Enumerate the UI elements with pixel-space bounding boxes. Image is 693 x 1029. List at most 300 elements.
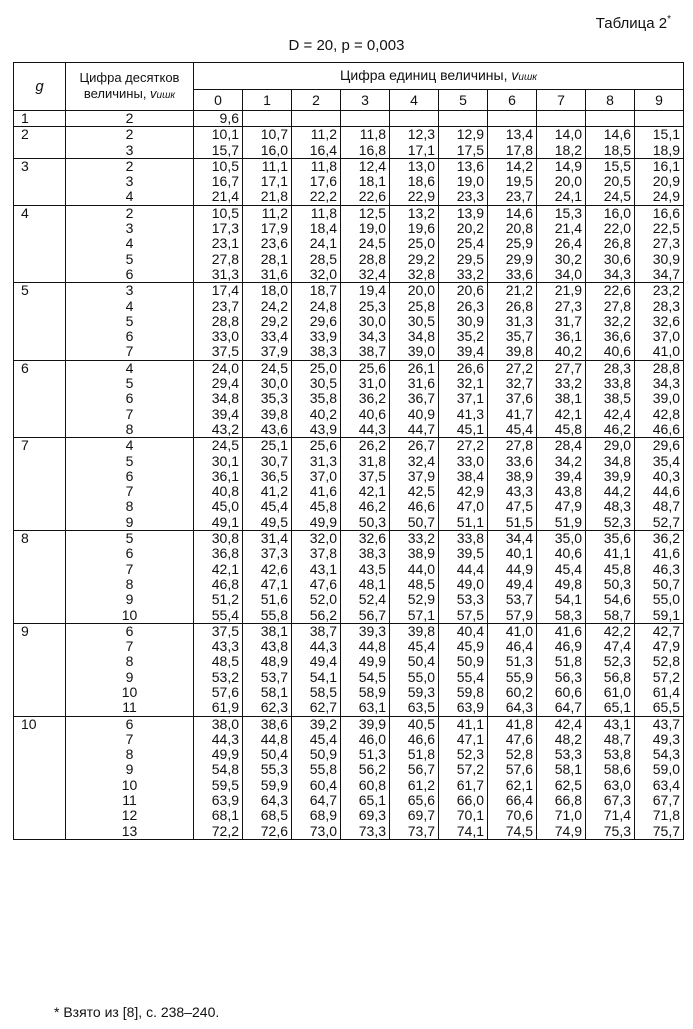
tens-digit-value: 6 <box>125 715 134 732</box>
value: 11,2 <box>310 126 337 143</box>
value: 54,1 <box>554 591 582 608</box>
value: 73,3 <box>358 822 386 839</box>
value: 33,6 <box>505 452 533 469</box>
value: 35,0 <box>554 530 582 547</box>
value: 75,3 <box>603 822 631 839</box>
tens-digit-value: 8 <box>125 420 134 437</box>
value: 31,3 <box>505 312 533 329</box>
value: 46,2 <box>603 420 631 437</box>
value: 41,1 <box>603 545 631 562</box>
tens-digit-value: 4 <box>125 359 134 376</box>
value: 29,6 <box>652 437 680 454</box>
tens-digit-value: 10 <box>121 606 138 623</box>
value-column-cell <box>341 158 390 205</box>
value: 37,1 <box>456 390 484 407</box>
value: 71,4 <box>603 807 631 824</box>
header-digit-8: 8 <box>586 90 635 111</box>
value: 58,6 <box>603 761 631 778</box>
value: 40,4 <box>456 622 484 639</box>
value: 43,3 <box>211 638 239 655</box>
value: 34,2 <box>554 452 582 469</box>
value: 26,7 <box>407 437 435 454</box>
value: 64,3 <box>260 792 288 809</box>
value: 51,5 <box>505 513 533 530</box>
table-row <box>14 283 684 360</box>
value: 25,9 <box>505 235 533 252</box>
value: 45,4 <box>309 730 337 747</box>
value: 59,1 <box>652 606 680 623</box>
value-column-cell <box>243 158 292 205</box>
value: 66,0 <box>456 792 484 809</box>
value: 17,1 <box>260 173 288 190</box>
value: 62,1 <box>505 776 533 793</box>
value: 45,4 <box>554 560 582 577</box>
value-column-cell <box>439 623 488 716</box>
value: 18,9 <box>652 141 680 158</box>
value: 31,6 <box>407 375 435 392</box>
value: 42,8 <box>652 405 680 422</box>
value: 39,8 <box>505 343 533 360</box>
value: 11,2 <box>261 204 288 221</box>
value: 52,8 <box>652 653 680 670</box>
value-column-cell <box>194 283 243 360</box>
value: 38,9 <box>505 467 533 484</box>
value: 63,5 <box>407 699 435 716</box>
value: 18,0 <box>260 282 288 299</box>
value: 37,5 <box>211 622 239 639</box>
value-column-cell <box>390 111 439 127</box>
value: 49,9 <box>358 653 386 670</box>
value: 21,4 <box>554 220 582 237</box>
value: 24,8 <box>309 297 337 314</box>
value: 21,8 <box>260 188 288 205</box>
group-g-cell: 2 <box>14 127 66 159</box>
value: 36,7 <box>407 390 435 407</box>
value: 63,4 <box>652 776 680 793</box>
tens-digit-value: 2 <box>125 126 134 143</box>
value-column-cell <box>390 283 439 360</box>
tens-digit-value: 2 <box>125 110 134 126</box>
value: 32,0 <box>309 530 337 547</box>
value: 54,5 <box>358 668 386 685</box>
table-row <box>14 531 684 624</box>
value: 68,9 <box>309 807 337 824</box>
value: 22,5 <box>652 220 680 237</box>
value: 42,4 <box>554 715 582 732</box>
value-column-cell <box>635 111 684 127</box>
tens-digit-value: 4 <box>125 297 134 314</box>
value: 14,6 <box>603 126 631 143</box>
value: 13,6 <box>456 157 484 174</box>
tens-digit-value: 10 <box>121 776 138 793</box>
value: 36,6 <box>603 328 631 345</box>
value: 40,2 <box>554 343 582 360</box>
group-g-cell: 1 <box>14 111 66 127</box>
value: 58,9 <box>358 683 386 700</box>
value: 55,9 <box>505 668 533 685</box>
header-digit-9: 9 <box>635 90 684 111</box>
value-column-cell <box>292 127 341 159</box>
value: 64,3 <box>505 699 533 716</box>
value <box>586 111 631 126</box>
value: 44,7 <box>407 420 435 437</box>
value: 51,9 <box>554 513 582 530</box>
group-g-cell: 10 <box>14 716 66 839</box>
value: 26,2 <box>358 437 386 454</box>
value: 61,4 <box>652 683 680 700</box>
value: 9,6 <box>219 110 239 126</box>
value: 14,9 <box>554 157 582 174</box>
value: 21,4 <box>211 188 239 205</box>
value: 67,7 <box>652 792 680 809</box>
value: 37,5 <box>211 343 239 360</box>
table-body <box>14 111 684 840</box>
value: 22,0 <box>603 220 631 237</box>
value-column-cell <box>390 205 439 282</box>
value-column-cell <box>439 158 488 205</box>
value: 19,5 <box>505 173 533 190</box>
value-column-cell <box>635 438 684 531</box>
tens-digit-value: 4 <box>125 188 134 205</box>
value: 35,3 <box>260 390 288 407</box>
value: 29,2 <box>260 312 288 329</box>
value: 15,1 <box>652 126 680 143</box>
value: 32,1 <box>456 375 484 392</box>
header-units-var: v <box>511 66 519 83</box>
value: 31,3 <box>211 265 239 282</box>
value: 10,5 <box>211 204 239 221</box>
value: 58,1 <box>260 683 288 700</box>
value-column-cell <box>586 716 635 839</box>
value-column-cell <box>586 360 635 437</box>
value: 41,6 <box>652 545 680 562</box>
value: 40,5 <box>407 715 435 732</box>
value: 65,1 <box>358 792 386 809</box>
value: 32,2 <box>603 312 631 329</box>
value: 11,8 <box>310 157 337 174</box>
value: 44,9 <box>505 560 533 577</box>
tens-digit-cell <box>66 283 194 360</box>
value: 29,6 <box>309 312 337 329</box>
value: 23,7 <box>505 188 533 205</box>
value: 51,3 <box>505 653 533 670</box>
value-column-cell <box>537 438 586 531</box>
value: 26,3 <box>456 297 484 314</box>
value: 18,4 <box>309 220 337 237</box>
value: 63,9 <box>456 699 484 716</box>
value: 52,3 <box>603 653 631 670</box>
value: 32,0 <box>309 265 337 282</box>
data-table-container <box>13 62 682 840</box>
value: 23,2 <box>652 282 680 299</box>
value: 18,7 <box>309 282 337 299</box>
value-column-cell <box>292 205 341 282</box>
value: 41,8 <box>505 715 533 732</box>
value: 30,5 <box>309 375 337 392</box>
value-column-cell <box>390 158 439 205</box>
value-column-cell <box>194 127 243 159</box>
value: 51,2 <box>211 591 239 608</box>
value: 46,6 <box>407 730 435 747</box>
value: 13,0 <box>407 157 435 174</box>
value-column-cell <box>390 360 439 437</box>
value: 42,5 <box>407 483 435 500</box>
table-row <box>14 111 684 127</box>
value: 16,0 <box>260 141 288 158</box>
value-column-cell <box>292 531 341 624</box>
tens-digit-value: 3 <box>125 282 134 299</box>
value: 55,4 <box>456 668 484 685</box>
value: 38,3 <box>358 545 386 562</box>
value: 25,6 <box>309 437 337 454</box>
value: 33,0 <box>456 452 484 469</box>
value-column-cell <box>341 283 390 360</box>
value-column-cell <box>341 205 390 282</box>
value: 12,5 <box>358 204 386 221</box>
value <box>635 111 680 126</box>
value: 42,2 <box>603 622 631 639</box>
value-column-cell <box>292 111 341 127</box>
value: 44,2 <box>603 483 631 500</box>
value: 55,8 <box>260 606 288 623</box>
value: 25,8 <box>407 297 435 314</box>
value: 43,6 <box>260 420 288 437</box>
tens-digit-value: 6 <box>125 328 134 345</box>
value-column-cell <box>243 127 292 159</box>
value: 18,2 <box>554 141 582 158</box>
value: 48,1 <box>358 575 386 592</box>
value-column-cell <box>390 531 439 624</box>
value: 46,3 <box>652 560 680 577</box>
value: 56,7 <box>407 761 435 778</box>
value: 46,4 <box>505 638 533 655</box>
value: 22,2 <box>309 188 337 205</box>
value: 29,0 <box>603 437 631 454</box>
table-caption: Таблица 2* <box>595 14 671 32</box>
value-column-cell <box>586 623 635 716</box>
value: 27,8 <box>211 250 239 267</box>
value: 49,4 <box>505 575 533 592</box>
value: 49,9 <box>211 746 239 763</box>
value: 26,4 <box>554 235 582 252</box>
value: 69,3 <box>358 807 386 824</box>
value: 31,7 <box>554 312 582 329</box>
value: 37,8 <box>309 545 337 562</box>
header-digit-1: 1 <box>243 90 292 111</box>
value: 29,9 <box>505 250 533 267</box>
value: 19,6 <box>407 220 435 237</box>
value: 48,2 <box>554 730 582 747</box>
group-g-cell: 6 <box>14 360 66 437</box>
value <box>439 111 484 126</box>
value: 24,2 <box>260 297 288 314</box>
value: 23,3 <box>456 188 484 205</box>
value: 38,4 <box>456 467 484 484</box>
header-g: g <box>14 63 66 111</box>
value: 51,6 <box>260 591 288 608</box>
value-column-cell <box>439 360 488 437</box>
value: 19,4 <box>358 282 386 299</box>
header-units-sub: ишк <box>518 71 537 83</box>
value <box>390 111 435 126</box>
value: 43,7 <box>652 715 680 732</box>
value: 17,5 <box>456 141 484 158</box>
value: 56,7 <box>358 606 386 623</box>
value: 60,4 <box>309 776 337 793</box>
tens-digit-value: 5 <box>125 312 134 329</box>
value: 55,8 <box>309 761 337 778</box>
value: 34,7 <box>652 265 680 282</box>
value: 57,6 <box>211 683 239 700</box>
value-column-cell <box>341 438 390 531</box>
value: 43,8 <box>260 638 288 655</box>
value: 16,8 <box>358 141 386 158</box>
value: 44,8 <box>358 638 386 655</box>
tens-digit-cell <box>66 360 194 437</box>
value: 66,8 <box>554 792 582 809</box>
value: 50,9 <box>456 653 484 670</box>
value: 47,5 <box>505 498 533 515</box>
value: 24,5 <box>260 359 288 376</box>
tens-digit-cell <box>66 716 194 839</box>
value: 58,3 <box>554 606 582 623</box>
value: 48,3 <box>603 498 631 515</box>
table-row <box>14 360 684 437</box>
value-column-cell <box>635 623 684 716</box>
value-column-cell <box>194 531 243 624</box>
value: 54,6 <box>603 591 631 608</box>
tens-digit-value: 12 <box>121 807 138 824</box>
tens-digit-value: 7 <box>125 343 134 360</box>
value-column-cell <box>537 360 586 437</box>
value-column-cell <box>243 360 292 437</box>
value-column-cell <box>194 623 243 716</box>
value-column-cell <box>341 111 390 127</box>
value: 11,8 <box>359 126 386 143</box>
value: 34,8 <box>603 452 631 469</box>
value: 28,8 <box>211 312 239 329</box>
value: 28,8 <box>358 250 386 267</box>
value-column-cell <box>341 360 390 437</box>
value-column-cell <box>635 158 684 205</box>
value: 26,1 <box>407 359 435 376</box>
value: 39,9 <box>603 467 631 484</box>
value-column-cell <box>341 531 390 624</box>
value: 30,0 <box>260 375 288 392</box>
value: 34,3 <box>652 375 680 392</box>
value: 72,6 <box>260 822 288 839</box>
value-column-cell <box>586 158 635 205</box>
value: 39,4 <box>554 467 582 484</box>
value: 44,6 <box>652 483 680 500</box>
value: 34,8 <box>211 390 239 407</box>
value: 38,7 <box>358 343 386 360</box>
value: 35,7 <box>505 328 533 345</box>
value: 40,1 <box>505 545 533 562</box>
value: 40,8 <box>211 483 239 500</box>
value <box>341 111 386 126</box>
header-tens-sub: ишк <box>156 89 176 101</box>
value: 30,9 <box>652 250 680 267</box>
value: 38,7 <box>309 622 337 639</box>
table-row <box>14 623 684 716</box>
value-column-cell <box>488 111 537 127</box>
table-row <box>14 716 684 839</box>
value-column-cell <box>635 360 684 437</box>
value: 59,5 <box>211 776 239 793</box>
value: 28,5 <box>309 250 337 267</box>
value-column-cell <box>439 205 488 282</box>
value: 41,3 <box>456 405 484 422</box>
value-column-cell <box>243 623 292 716</box>
tens-digit-cell <box>66 438 194 531</box>
value-column-cell <box>635 531 684 624</box>
value: 14,2 <box>505 157 533 174</box>
value: 28,4 <box>554 437 582 454</box>
value: 57,1 <box>407 606 435 623</box>
value: 39,4 <box>456 343 484 360</box>
value: 29,5 <box>456 250 484 267</box>
value: 56,2 <box>358 761 386 778</box>
tens-digit-value: 8 <box>125 575 134 592</box>
value-column-cell <box>537 716 586 839</box>
value: 54,1 <box>309 668 337 685</box>
value: 38,9 <box>407 545 435 562</box>
tens-digit-cell <box>66 127 194 159</box>
tens-digit-value: 3 <box>125 141 134 158</box>
value-column-cell <box>586 438 635 531</box>
value: 58,1 <box>554 761 582 778</box>
value: 37,0 <box>652 328 680 345</box>
value: 20,5 <box>603 173 631 190</box>
header-digit-6: 6 <box>488 90 537 111</box>
value: 50,9 <box>309 746 337 763</box>
value-column-cell <box>439 438 488 531</box>
table-row <box>14 158 684 205</box>
value: 12,4 <box>358 157 386 174</box>
value: 72,2 <box>211 822 239 839</box>
value: 36,1 <box>554 328 582 345</box>
value: 47,6 <box>505 730 533 747</box>
value: 60,2 <box>505 683 533 700</box>
value: 44,4 <box>456 560 484 577</box>
value: 52,3 <box>603 513 631 530</box>
value: 24,9 <box>652 188 680 205</box>
value-column-cell <box>488 623 537 716</box>
value: 16,1 <box>652 157 680 174</box>
value: 15,5 <box>603 157 631 174</box>
value: 50,3 <box>358 513 386 530</box>
value: 69,7 <box>407 807 435 824</box>
value: 45,8 <box>554 420 582 437</box>
value: 16,0 <box>603 204 631 221</box>
value: 54,8 <box>211 761 239 778</box>
value: 50,3 <box>603 575 631 592</box>
value: 26,8 <box>505 297 533 314</box>
value: 48,7 <box>603 730 631 747</box>
group-g-cell: 8 <box>14 531 66 624</box>
value: 43,2 <box>211 420 239 437</box>
value: 20,0 <box>554 173 582 190</box>
value: 12,3 <box>407 126 435 143</box>
value: 29,2 <box>407 250 435 267</box>
value: 41,0 <box>652 343 680 360</box>
value: 35,6 <box>603 530 631 547</box>
value: 50,7 <box>652 575 680 592</box>
table-subtitle: D = 20, p = 0,003 <box>288 37 405 54</box>
tens-digit-value: 6 <box>125 622 134 639</box>
value: 13,4 <box>505 126 533 143</box>
